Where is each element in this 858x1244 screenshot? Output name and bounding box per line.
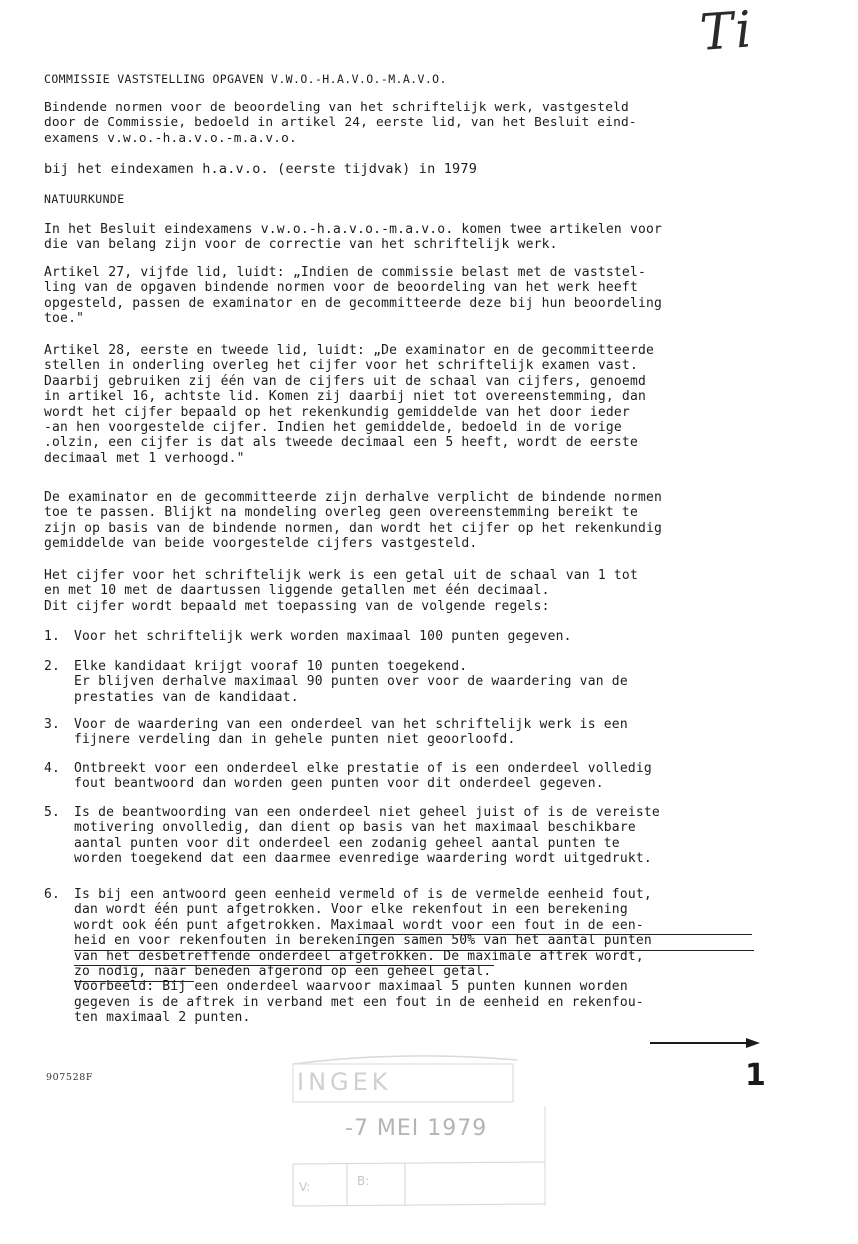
commission-heading: COMMISSIE VASTSTELLING OPGAVEN V.W.O.-H.A.V.O.-M.A.V.O. [44,72,447,86]
stamp-label: INGEK [297,1068,392,1096]
handwritten-corner-mark: Ti [698,0,756,62]
paragraph-cijfer: Het cijfer voor het schriftelijk werk is een getal uit de schaal van 1 tot en met 10 met de daartussen liggende getallen met één decimaal. Dit cijfer wordt bepaald met toepassing van de volgende regels: [44,568,638,614]
paragraph-derhalve: De examinator en de gecommitteerde zijn derhalve verplicht de bindende normen toe te passen. Blijkt na mondeling overleg geen overeenstemming bereikt te zijn op basis van de bindende normen, dan wordt het cijfer op het rekenkundig gemiddelde van beide voorgestelde cijfers vastgesteld. [44,490,663,552]
paragraph-besluit: In het Besluit eindexamens v.w.o.-h.a.v.o.-m.a.v.o. komen twee artikelen voor die van belang zijn voor de correctie van het schriftelijk werk. [44,222,663,253]
rule-text: Voor de waardering van een onderdeel van het schriftelijk werk is een fijnere verdeling dan in gehele punten niet geoorloofd. [74,717,628,748]
page-number: 1 [745,1058,766,1093]
rule-text: Voor het schriftelijk werk worden maximaal 100 punten gegeven. [74,629,572,644]
stamp-date: -7 MEI 1979 [345,1116,488,1141]
document-code: 907528F [46,1072,94,1083]
underline-mark [358,934,752,935]
rule-item [44,805,792,867]
rule-number: 5. [44,805,61,820]
subject-heading: NATUURKUNDE [44,192,125,206]
rule-number: 2. [44,659,61,674]
rule-text: Is de beantwoording van een onderdeel niet geheel juist of is de vereiste motivering onvolledig, dan dient op basis van het maximaal beschikbare aantal punten voor dit onderdeel een zodanig geheel aantal punten te worden toegekend dat een daarmee evenredige waardering wordt uitgedrukt. [74,805,660,867]
underline-mark [74,965,494,966]
paragraph-artikel-27: Artikel 27, vijfde lid, luidt: „Indien de commissie belast met de vaststel- ling van de opgaven bindende normen voor de beoordeling van het werk heeft opgesteld, passen de examinator en de gecommitteerde deze bij hun beoordeling toe." [44,265,663,327]
rule-number: 4. [44,761,61,776]
exam-line: bij het eindexamen h.a.v.o. (eerste tijdvak) in 1979 [44,161,478,177]
rule-item [44,887,792,1026]
paragraph-artikel-28: Artikel 28, eerste en tweede lid, luidt: „De examinator en de gecommitteerde stellen in onderling overleg het cijfer voor het schriftelijk examen vast. Daarbij gebruiken zij één van de cijfers uit de schaal van cijfers, genoemd in artikel 16, achtste lid. Komen zij daarbij niet tot overeenstemming, dan wordt het cijfer bepaald op het rekenkundig gemiddelde van het door ieder -an hen voorgestelde cijfer. Indien het gemiddelde, bedoeld in de vorige .olzin, een cijfer is dat als tweede decimaal een 5 heeft, wordt de eerste decimaal met 1 verhoogd." [44,343,655,466]
underline-mark [74,950,754,951]
received-stamp [285,1046,555,1216]
rule-text: Elke kandidaat krijgt vooraf 10 punten toegekend. Er blijven derhalve maximaal 90 punten over voor de waardering van de prestaties van de kandidaat. [74,659,628,705]
underline-mark [74,981,194,982]
rule-number: 1. [44,629,61,644]
intro-paragraph: Bindende normen voor de beoordeling van het schriftelijk werk, vastgesteld door de Commissie, bedoeld in artikel 24, eerste lid, van het Besluit eind- examens v.w.o.-h.a.v.o.-m.a.v.o. [44,100,637,146]
continue-arrow-icon [650,1036,760,1050]
rule-text: Ontbreekt voor een onderdeel elke prestatie of is een onderdeel volledig fout beantwoord dan worden geen punten voor dit onderdeel gegeven. [74,761,652,792]
stamp-field-b: B: [357,1174,370,1188]
rule-number: 6. [44,887,61,902]
rule-item [44,659,792,721]
rule-text: Is bij een antwoord geen eenheid vermeld of is de vermelde eenheid fout, dan wordt één punt afgetrokken. Voor elke rekenfout in een berekening wordt ook één punt afgetrokken. Maximaal wordt voor een fout in de een- heid en voor rekenfouten in berekeningen samen 50% van het aantal punten van het desbetreffende onderdeel afgetrokken. De maximale aftrek wordt, zo nodig, naar beneden afgerond op een geheel getal. Voorbeeld: Bij een onderdeel waarvoor maximaal 5 punten kunnen worden gegeven is de aftrek in verband met een fout in de eenheid en rekenfou- ten maximaal 2 punten. [74,887,652,1026]
rule-number: 3. [44,717,61,732]
stamp-field-v: V: [299,1180,311,1194]
